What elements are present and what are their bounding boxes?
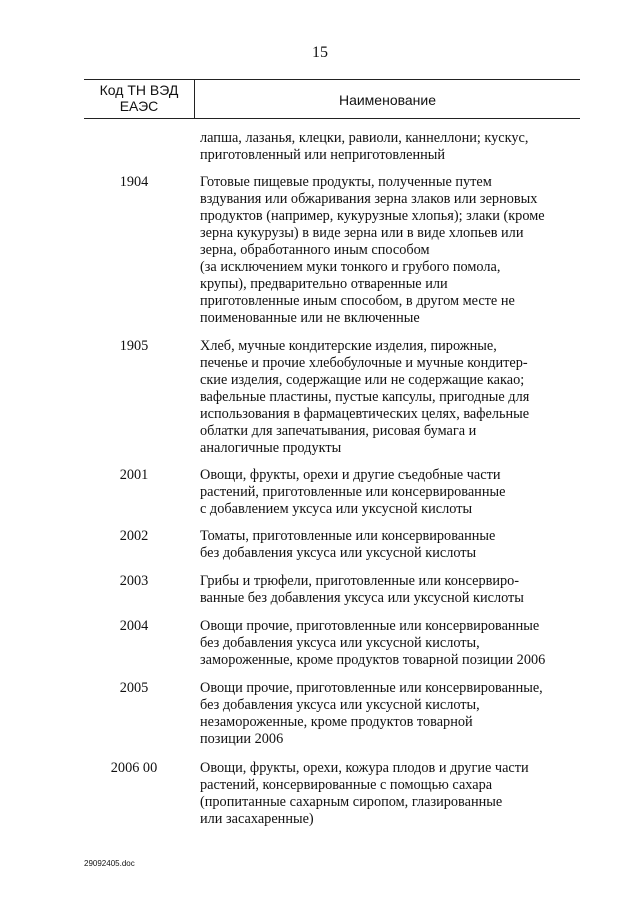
row-code: 2005 — [119, 680, 149, 696]
row-name: Грибы и трюфели, приготовленные или консервиро- ванные без добавления уксуса или уксусной кислоты — [200, 573, 524, 606]
table-row — [84, 573, 580, 607]
table-header — [84, 79, 580, 119]
table-row — [84, 130, 580, 164]
row-code: 2006 00 — [110, 760, 158, 776]
table-row — [84, 467, 580, 518]
row-code: 2003 — [119, 573, 149, 589]
table-row — [84, 680, 580, 748]
row-name: лапша, лазанья, клецки, равиоли, каннеллони; кускус, приготовленный или неприготовленный — [200, 130, 529, 163]
row-name: Овощи, фрукты, орехи и другие съедобные части растений, приготовленные или консервированные с добавлением уксуса или уксусной кислоты — [200, 467, 506, 517]
row-name: Овощи, фрукты, орехи, кожура плодов и другие части растений, консервированные с помощью сахара (пропитанные сахарным сиропом, глазированные или засахаренные) — [200, 760, 529, 827]
row-name: Томаты, приготовленные или консервированные без добавления уксуса или уксусной кислоты — [200, 528, 496, 561]
row-code: 2002 — [119, 528, 149, 544]
name-column-header: Наименование — [338, 92, 437, 108]
row-name: Овощи прочие, приготовленные или консервированные без добавления уксуса или уксусной кислоты, замороженные, кроме продуктов товарной позиции 2006 — [200, 618, 546, 668]
table-body — [84, 130, 580, 828]
row-code: 2004 — [119, 618, 149, 634]
table-row — [84, 174, 580, 327]
table-row — [84, 618, 580, 669]
row-name: Готовые пищевые продукты, полученные путем вздувания или обжаривания зерна злаков или зерновых продуктов (например, кукурузные хлопья); злаки (кроме зерна кукурузы) в виде зерна или в виде хлопьев или зерна, обработанного иным способом (за исключением муки тонкого и грубого помола, крупы), предварительно отваренные или приготовленные иным способом, в другом месте не поименованные или не включенные — [200, 174, 545, 326]
table-row — [84, 528, 580, 562]
row-code — [84, 130, 184, 164]
row-name: Овощи прочие, приготовленные или консервированные, без добавления уксуса или уксусной кислоты, незамороженные, кроме продуктов товарной позиции 2006 — [200, 680, 543, 747]
code-column-header: Код ТН ВЭД ЕАЭС — [99, 82, 179, 114]
page-number: 15 — [312, 44, 328, 61]
row-name: Хлеб, мучные кондитерские изделия, пирожные, печенье и прочие хлебобулочные и мучные кондитер- ские изделия, содержащие или не содержащие какао; вафельные пластины, пустые капсулы, пригодные для использования в фармацевтических целях, вафельные облатки для запечатывания, рисовая бумага и аналогичные продукты — [200, 338, 530, 456]
row-code: 1904 — [119, 174, 149, 190]
file-name-footer: 29092405.doc — [84, 859, 135, 868]
row-code: 1905 — [119, 338, 149, 354]
table-row — [84, 338, 580, 457]
row-code: 2001 — [119, 467, 149, 483]
table-row — [84, 760, 580, 828]
